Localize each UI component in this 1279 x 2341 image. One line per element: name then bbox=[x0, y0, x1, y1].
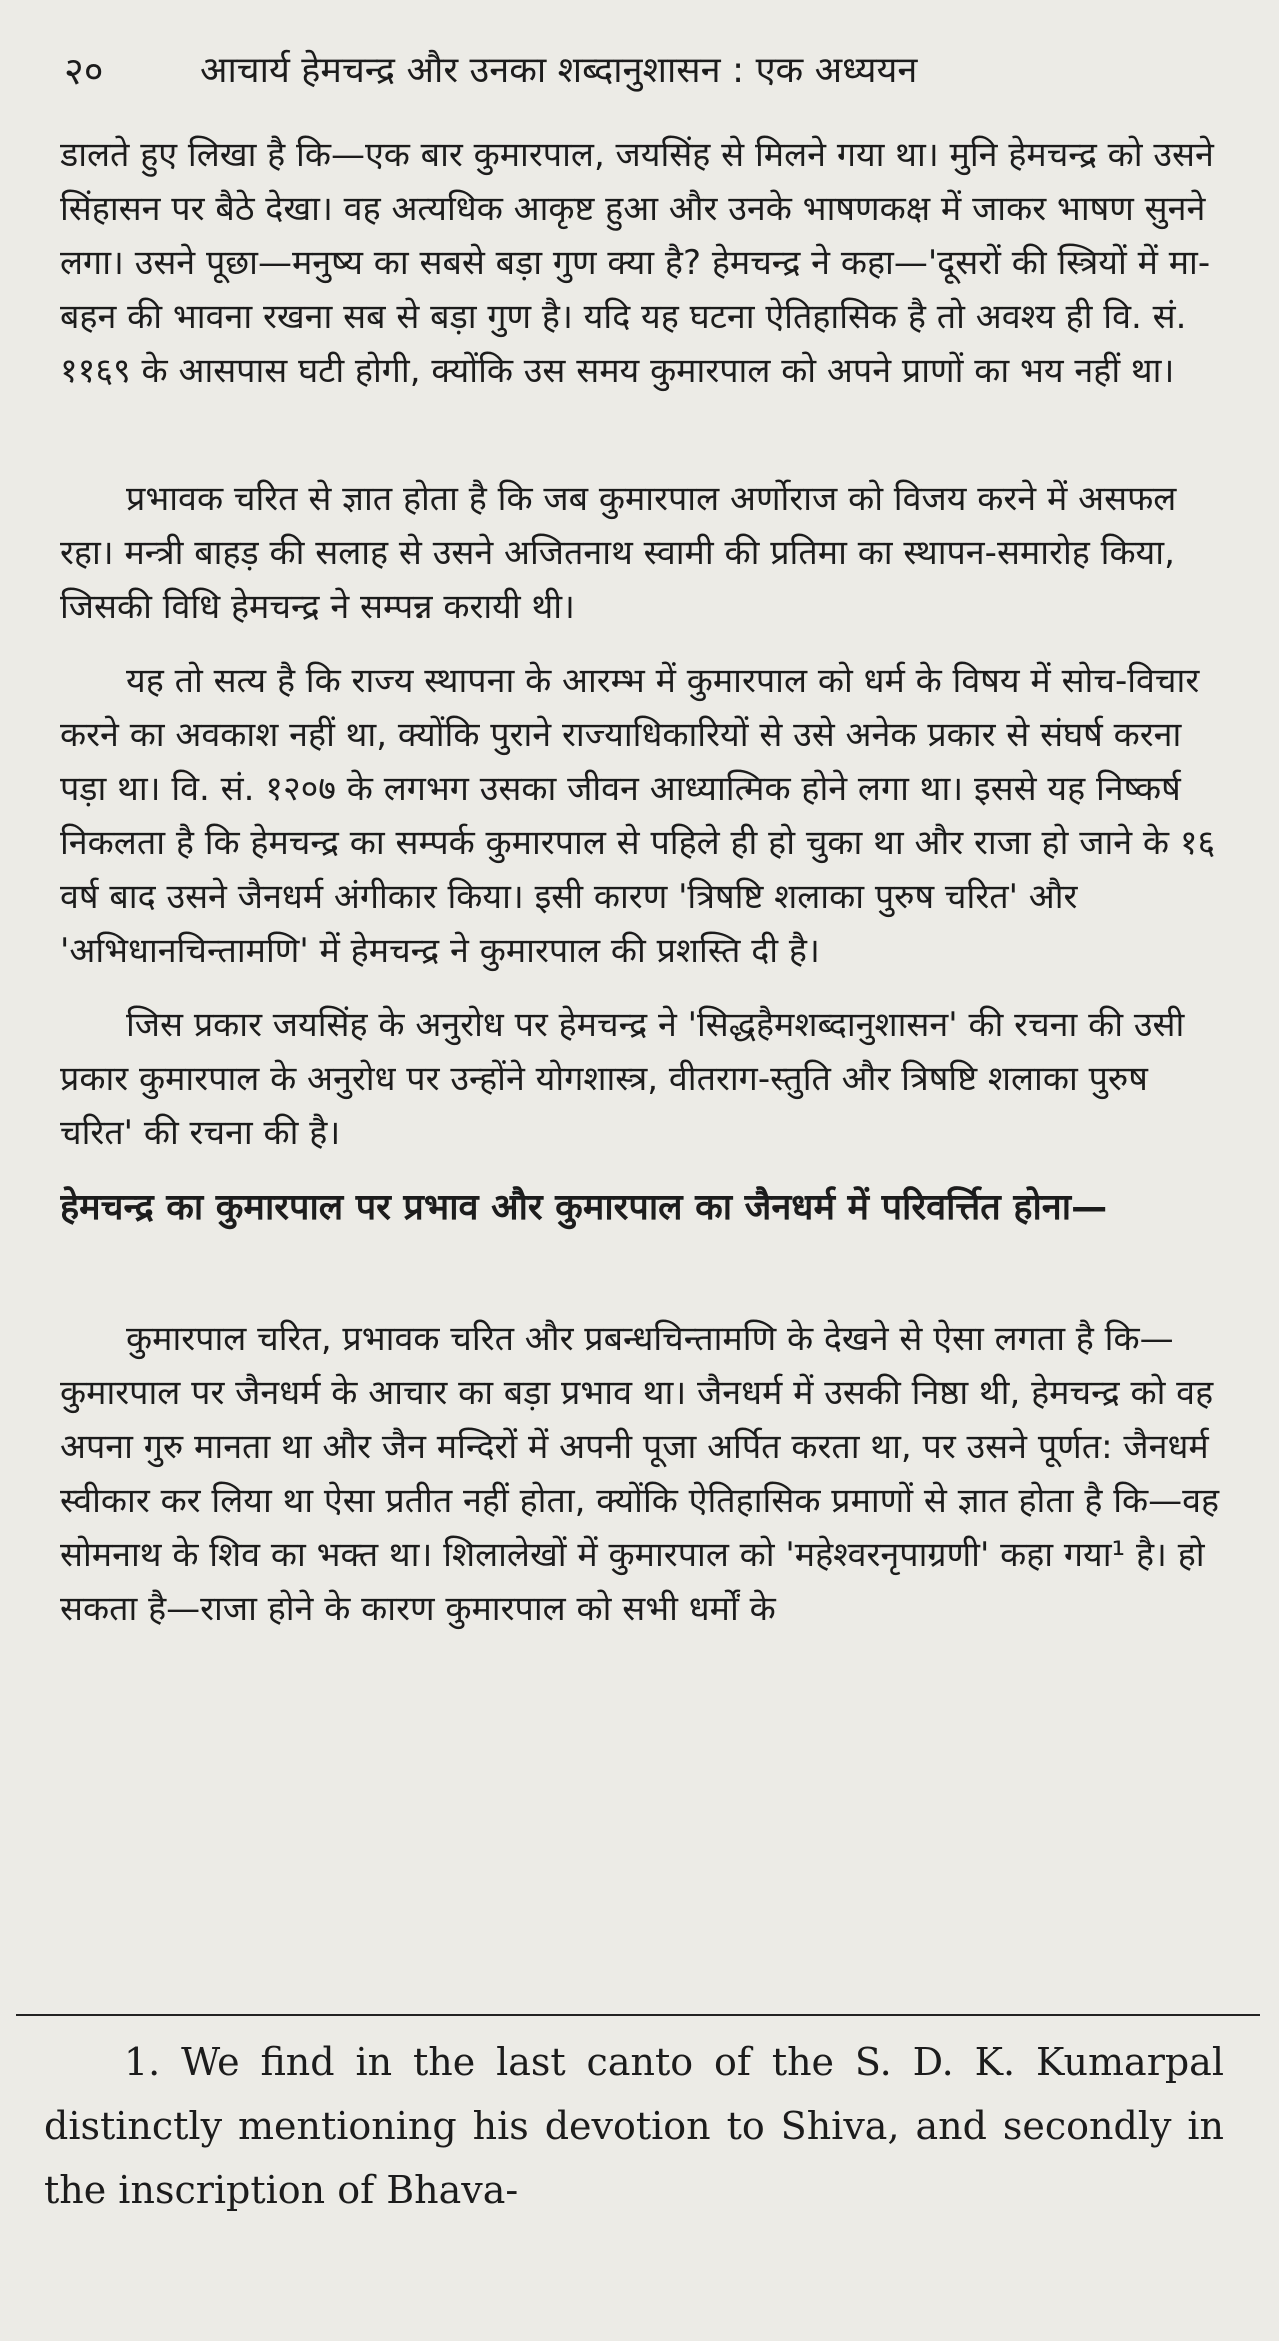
paragraph-3: यह तो सत्य है कि राज्य स्थापना के आरम्भ में कुमारपाल को धर्म के विषय में सोच-विचार करने का अवकाश नहीं था, क्योंकि पुराने राज्याधिकारियों से उसे अनेक प्रकार से संघर्ष करना पड़ा था। वि. सं. १२०७ के लगभग उसका जीवन आध्यात्मिक होने लगा था। इससे यह निष्कर्ष निकलता है कि हेमचन्द्र का सम्पर्क कुमारपाल से पहिले ही हो चुका था और राजा हो जाने के १६ वर्ष बाद उसने जैनधर्म अंगीकार किया। इसी कारण 'त्रिषष्टि शलाका पुरुष चरित' और 'अभिधानचिन्तामणि' में हेमचन्द्र ने कुमारपाल की प्रशस्ति दी है। bbox=[60, 661, 1216, 971]
paragraph-4-block bbox=[60, 998, 1220, 1160]
paragraph-4: जिस प्रकार जयसिंह के अनुरोध पर हेमचन्द्र ने 'सिद्धहैमशब्दानुशासन' की रचना की उसी प्रकार कुमारपाल के अनुरोध पर उन्होंने योगशास्त्र, वीतराग-स्तुति और त्रिषष्टि शलाका पुरुष चरित' की रचना की है। bbox=[60, 1005, 1185, 1153]
footnote: 1. We find in the last canto of the S. D. K. Kumarpal distinctly mentioning his devotion to Shiva, and secondly in the inscription of Bhava- bbox=[44, 2040, 1224, 2212]
section-heading-block bbox=[60, 1180, 1220, 1292]
page-number: २० bbox=[64, 49, 104, 93]
section-paragraph-block bbox=[60, 1312, 1220, 1744]
body-text bbox=[60, 128, 1220, 1744]
paragraph-2: प्रभावक चरित से ज्ञात होता है कि जब कुमारपाल अर्णोराज को विजय करने में असफल रहा। मन्त्री बाहड़ की सलाह से उसने अजितनाथ स्वामी की प्रतिमा का स्थापन-समारोह किया, जिसकी विधि हेमचन्द्र ने सम्पन्न करायी थी। bbox=[60, 479, 1177, 627]
running-title: आचार्य हेमचन्द्र और उनका शब्दानुशासन : एक अध्ययन bbox=[200, 50, 918, 91]
paragraph-1-block bbox=[60, 128, 1220, 452]
section-paragraph: कुमारपाल चरित, प्रभावक चरित और प्रबन्धचिन्तामणि के देखने से ऐसा लगता है कि—कुमारपाल पर जैनधर्म के आचार का बड़ा प्रभाव था। जैनधर्म में उसकी निष्ठा थी, हेमचन्द्र को वह अपना गुरु मानता था और जैन मन्दिरों में अपनी पूजा अर्पित करता था, पर उसने पूर्णत: जैनधर्म स्वीकार कर लिया था ऐसा प्रतीत नहीं होता, क्योंकि ऐतिहासिक प्रमाणों से ज्ञात होता है कि—वह सोमनाथ के शिव का भक्त था। शिलालेखों में कुमारपाल को 'महेश्वरनृपाग्रणी' कहा गया¹ है। हो सकता है—राजा होने के कारण कुमारपाल को सभी धर्मों के bbox=[60, 1319, 1220, 1629]
section-heading: हेमचन्द्र का कुमारपाल पर प्रभाव और कुमारपाल का जैनधर्म में परिवर्त्तित होना— bbox=[60, 1187, 1108, 1228]
paragraph-3-block bbox=[60, 654, 1220, 978]
paragraph-1: डालते हुए लिखा है कि—एक बार कुमारपाल, जयसिंह से मिलने गया था। मुनि हेमचन्द्र को उसने सिंहासन पर बैठे देखा। वह अत्यधिक आकृष्ट हुआ और उनके भाषणकक्ष में जाकर भाषण सुनने लगा। उसने पूछा—मनुष्य का सबसे बड़ा गुण क्या है? हेमचन्द्र ने कहा—'दूसरों की स्त्रियों में मा-बहन की भावना रखना सब से बड़ा गुण है। यदि यह घटना ऐतिहासिक है तो अवश्य ही वि. सं. ११६९ के आसपास घटी होगी, क्योंकि उस समय कुमारपाल को अपने प्राणों का भय नहीं था। bbox=[60, 135, 1214, 391]
footnote-divider bbox=[16, 2014, 1260, 2016]
paragraph-2-block bbox=[60, 472, 1220, 634]
running-head bbox=[60, 40, 1220, 100]
